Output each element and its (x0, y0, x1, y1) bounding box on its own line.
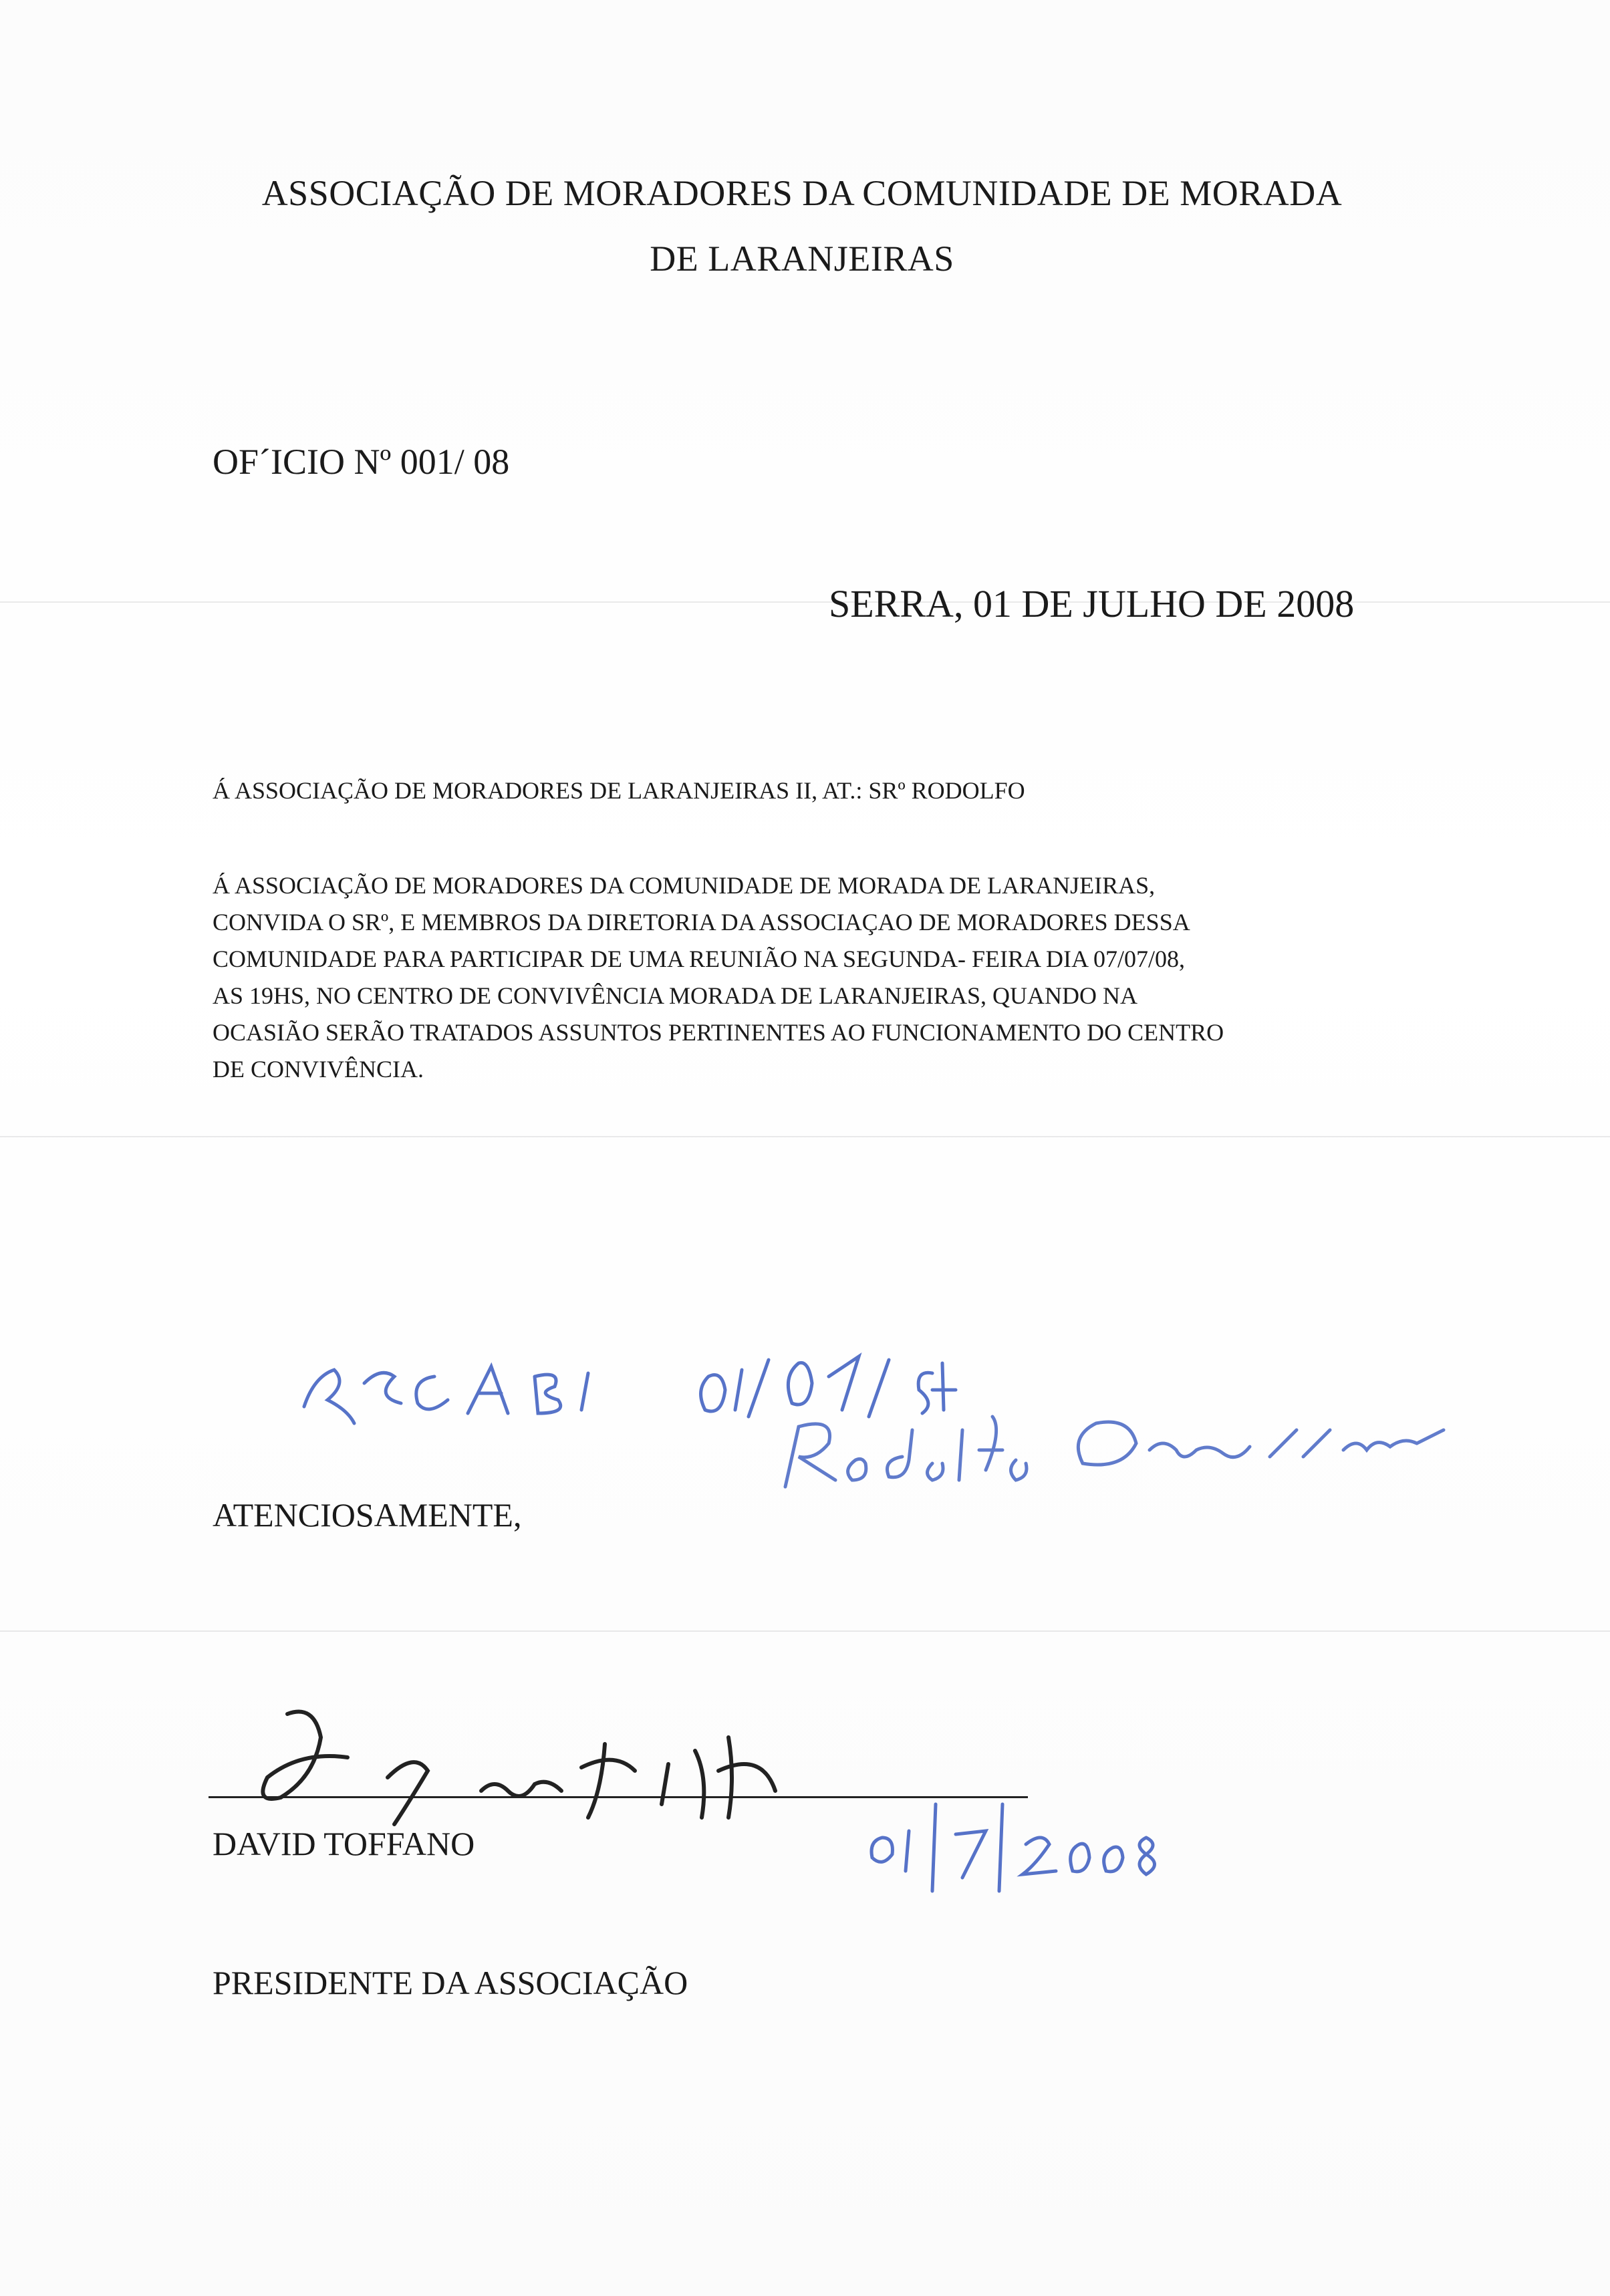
signatory-title: PRESIDENTE DA ASSOCIAÇÃO (213, 1964, 688, 2001)
letterhead-line-1: ASSOCIAÇÃO DE MORADORES DA COMUNIDADE DE MORADA (261, 173, 1343, 213)
addressee-line: Á ASSOCIAÇÃO DE MORADORES DE LARANJEIRAS II, AT.: SRº RODOLFO (213, 777, 1025, 804)
body-line: DE CONVIVÊNCIA. (213, 1056, 424, 1083)
body-line: CONVIDA O SRº, E MEMBROS DA DIRETORIA DA ASSOCIAÇAO DE MORADORES DESSA (213, 909, 1190, 936)
body-line: AS 19HS, NO CENTRO DE CONVIVÊNCIA MORADA DE LARANJEIRAS, QUANDO NA (213, 982, 1138, 1009)
reference-number: OF´ICIO Nº 001/ 08 (213, 442, 510, 482)
handwritten-recipient-signature (785, 1417, 1444, 1487)
body-line: Á ASSOCIAÇÃO DE MORADORES DA COMUNIDADE DE MORADA DE LARANJEIRAS, (213, 872, 1156, 899)
president-signature (263, 1712, 775, 1824)
body-line: COMUNIDADE PARA PARTICIPAR DE UMA REUNIÃO NA SEGUNDA- FEIRA DIA 07/07/08, (213, 946, 1186, 972)
place-and-date: SERRA, 01 DE JULHO DE 2008 (829, 582, 1355, 625)
signatory-name: DAVID TOFFANO (213, 1825, 475, 1862)
handwritten-received-note (304, 1356, 956, 1423)
letterhead-line-2: DE LARANJEIRAS (650, 239, 954, 279)
body-line: OCASIÃO SERÃO TRATADOS ASSUNTOS PERTINENTES AO FUNCIONAMENTO DO CENTRO (213, 1019, 1224, 1046)
closing-salutation: ATENCIOSAMENTE, (213, 1496, 522, 1534)
handwritten-signature-date (871, 1804, 1155, 1891)
